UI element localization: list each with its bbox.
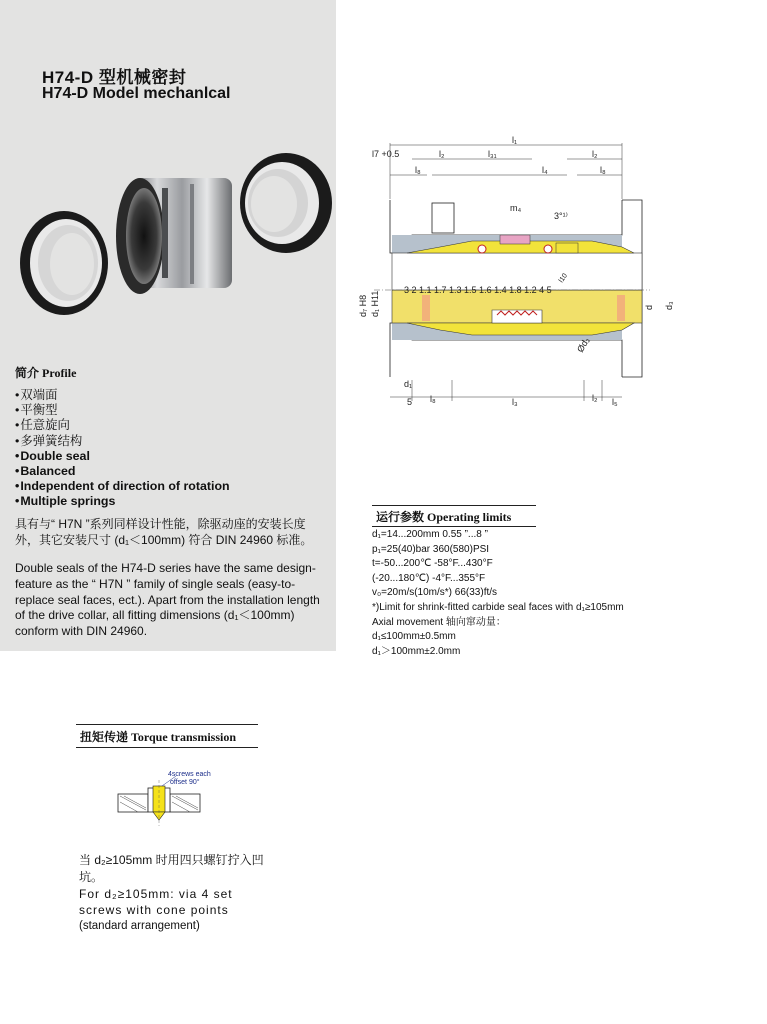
page-title-cn: H74-D 型机械密封 bbox=[42, 68, 187, 87]
dim-d: d bbox=[644, 304, 654, 310]
profile-heading: 简介 Profile bbox=[15, 366, 77, 380]
feature-item: • Independent of direction of rotation bbox=[15, 479, 230, 494]
dim-d3: d₃ bbox=[664, 301, 674, 310]
torque-heading: 扭矩传递 Torque transmission bbox=[76, 724, 258, 748]
torque-text-cn: 当 d₂≥105mm 时用四只螺钉拧入凹坑。 bbox=[79, 853, 264, 884]
operating-limit-line: d₁≤100mm±0.5mm bbox=[372, 631, 456, 643]
left-mating-ring bbox=[20, 211, 108, 315]
feature-item: • 平衡型 bbox=[15, 403, 230, 418]
page-title-en: H74-D Model mechanlcal bbox=[42, 85, 231, 102]
operating-limit-line: t=-50...200℃ -58°F...430°F bbox=[372, 558, 493, 570]
feature-item: • Balanced bbox=[15, 464, 230, 479]
dim-3deg: 3°¹⁾ bbox=[554, 211, 568, 221]
description-cn: 具有与“ H7N ”系列同样设计性能，除驱动座的安装长度外，其它安装尺寸 (d₁＜100mm) 符合 DIN 24960 标准。 bbox=[15, 517, 313, 547]
dim-l2-bottom: l₂ bbox=[592, 393, 598, 403]
feature-item: • Double seal bbox=[15, 449, 230, 464]
operating-limit-line: d₁＞100mm±2.0mm bbox=[372, 645, 461, 657]
description-en: Double seals of the H74-D series have the same design-feature as the “ H7N ” family of single seals (easy-to-replace seal faces, ect.). Apart from the installation length of the drive collar, all fitting dimensions (d₁＜100mm) conform with DIN 24960. bbox=[15, 561, 320, 639]
feature-item: • 多弹簧结构 bbox=[15, 434, 230, 449]
dim-d7-h8: d₇ H8 bbox=[358, 294, 368, 317]
dim-l8-left: l₈ bbox=[415, 165, 421, 175]
dim-l10: l10 bbox=[557, 272, 569, 285]
dim-l3: l₃ bbox=[512, 397, 518, 407]
figure-note-screws: 4screws each bbox=[168, 771, 211, 778]
dim-m4: m₄ bbox=[510, 203, 522, 213]
dim-5: 5 bbox=[407, 397, 413, 407]
right-mating-ring bbox=[240, 153, 332, 253]
seal-cartridge bbox=[116, 178, 232, 294]
operating-limit-line: *)Limit for shrink-fitted carbide seal faces with d₁≥105mm bbox=[372, 601, 624, 613]
operating-limit-line: v₀=20m/s(10m/s*) 66(33)ft/s bbox=[372, 587, 498, 599]
torque-text-en-main: For d₂≥105mm: via 4 set screws with cone points bbox=[79, 887, 233, 917]
part-number-labels: 3 2 1.1 1.7 1.3 1.5 1.6 1.4 1.8 1.2 4 5 bbox=[404, 285, 552, 295]
dim-l31: l₃₁ bbox=[488, 149, 497, 159]
feature-item: • 任意旋向 bbox=[15, 418, 230, 433]
figure-note-offset: offset 90° bbox=[170, 779, 200, 786]
operating-limits-list bbox=[372, 528, 624, 659]
product-photo bbox=[12, 148, 334, 323]
dim-l2-right: l₂ bbox=[592, 149, 598, 159]
operating-limit-line: Axial movement 轴向窜动量： bbox=[372, 616, 506, 628]
operating-limit-line: p₁=25(40)bar 360(580)PSI bbox=[372, 543, 490, 555]
torque-figure bbox=[110, 766, 230, 836]
torque-text-en bbox=[79, 886, 269, 934]
feature-list bbox=[15, 388, 230, 510]
operating-limit-line: (-20...180℃) -4°F...355°F bbox=[372, 572, 486, 584]
dim-l8-right: l₈ bbox=[600, 165, 606, 175]
dim-l5: l₅ bbox=[612, 397, 618, 407]
feature-item: • Multiple springs bbox=[15, 494, 230, 509]
operating-limit-line: d₁=14...200mm 0.55 ”...8 ” bbox=[372, 529, 488, 540]
dim-l8-bottom: l₈ bbox=[430, 394, 436, 404]
dim-d1-bottom: d₁ bbox=[404, 379, 413, 389]
top-dimensions bbox=[390, 143, 622, 199]
dim-l7: l7 +0.5 bbox=[372, 149, 400, 159]
dim-l4: l₄ bbox=[542, 165, 548, 175]
dim-l2-left: l₂ bbox=[439, 149, 445, 159]
dim-l1: l₁ bbox=[512, 135, 518, 145]
dim-d1-h11: d₁ H11 bbox=[370, 290, 380, 317]
torque-text-en-standard: (standard arrangement) bbox=[79, 920, 200, 932]
feature-item: • 双端面 bbox=[15, 388, 230, 403]
operating-limits-heading: 运行参数 Operating limits bbox=[372, 505, 536, 527]
dim-d2: Ød₂ bbox=[575, 335, 592, 354]
cross-section-diagram bbox=[352, 135, 674, 415]
bottom-dimensions bbox=[390, 380, 622, 401]
